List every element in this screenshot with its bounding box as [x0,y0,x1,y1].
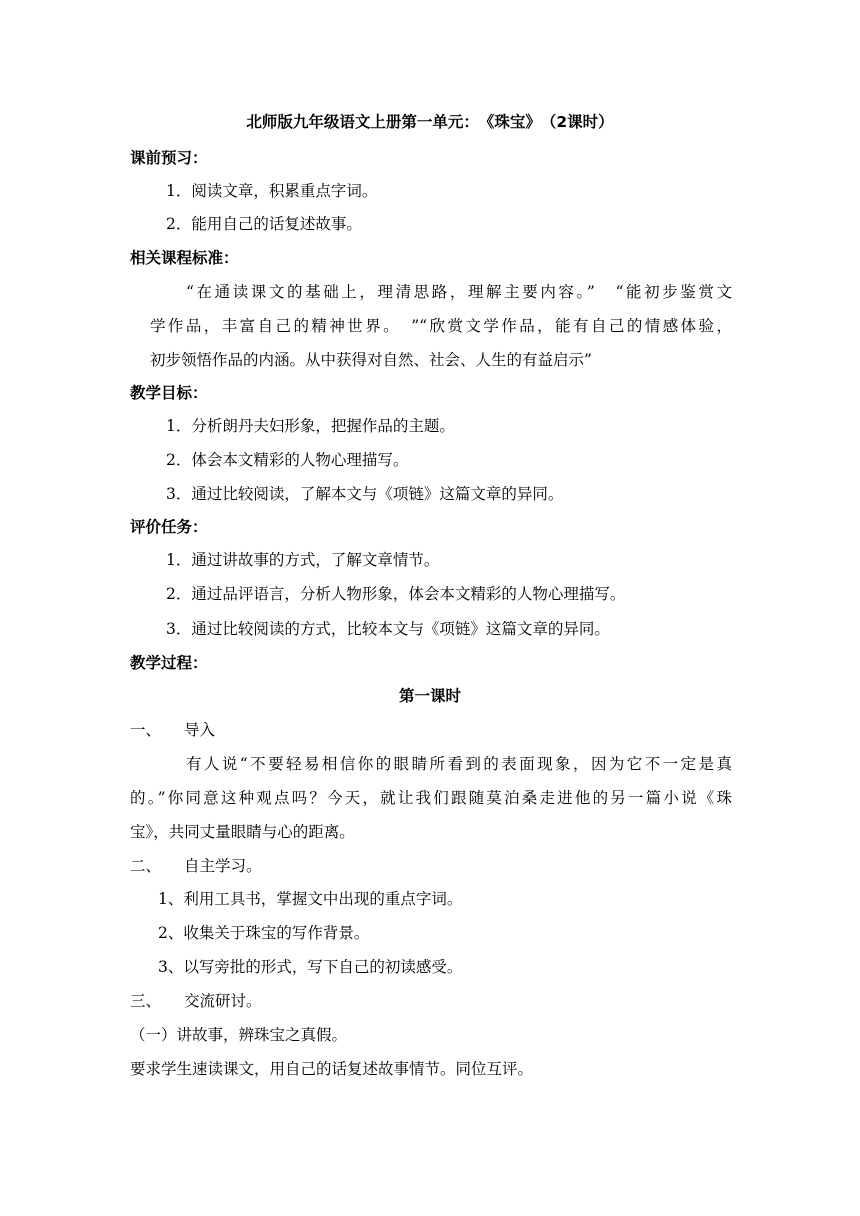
self-study-item: 2、收集关于珠宝的写作背景。 [158,924,370,942]
preview-item: 2．能用自己的话复述故事。 [166,215,362,233]
preview-item: 1．阅读文章，积累重点字词。 [166,182,378,200]
section-heading-standards: 相关课程标准： [130,249,239,267]
standards-paragraph-line: 初步领悟作品的内涵。从中获得对自然、社会、人生的有益启示” [150,351,592,369]
section-heading-process: 教学过程： [130,654,208,672]
section-number: 二、 [130,857,162,875]
lesson-title: 第一课时 [398,687,461,705]
intro-paragraph-line: 有人说“不要轻易相信你的眼睛所看到的表面现象，因为它不一定是真 [186,755,732,773]
intro-paragraph-line: 宝》，共同丈量眼睛与心的距离。 [130,823,355,841]
intro-paragraph-line: 的。”你同意这种观点吗？今天，就让我们跟随莫泊桑走进他的另一篇小说《珠 [130,789,732,807]
discussion-subheading: （一）讲故事，辨珠宝之真假。 [130,1026,348,1044]
section-title-intro: 导入 [184,721,216,739]
goal-item: 2．体会本文精彩的人物心理描写。 [166,451,409,469]
document-title: 北师版九年级语文上册第一单元： 《珠宝》 （2课时） [246,113,614,131]
section-number: 一、 [130,721,162,739]
self-study-item: 1、利用工具书，掌握文中出现的重点字词。 [158,890,463,908]
section-number: 三、 [130,992,162,1010]
standards-paragraph-line: “在通读课文的基础上，理清思路，理解主要内容。” “能初步鉴赏文 [186,283,732,301]
standards-paragraph-line: 学作品，丰富自己的精神世界。 ”“欣赏文学作品，能有自己的情感体验， [150,317,732,335]
goal-item: 1．分析朗丹夫妇形象，把握作品的主题。 [166,417,455,435]
section-heading-goals: 教学目标： [130,384,208,402]
self-study-item: 3、以写旁批的形式，写下自己的初读感受。 [158,958,463,976]
task-item: 2．通过品评语言，分析人物形象，体会本文精彩的人物心理描写。 [166,585,626,603]
section-title-discussion: 交流研讨。 [184,992,262,1010]
task-item: 3．通过比较阅读的方式，比较本文与《项链》这篇文章的异同。 [166,620,610,638]
section-heading-preview: 课前预习： [130,149,208,167]
section-heading-tasks: 评价任务： [130,518,208,536]
section-title-self-study: 自主学习。 [184,857,262,875]
discussion-instruction: 要求学生速读课文，用自己的话复述故事情节。同位互评。 [130,1060,534,1078]
goal-item: 3．通过比较阅读，了解本文与《项链》这篇文章的异同。 [166,485,564,503]
task-item: 1．通过讲故事的方式，了解文章情节。 [166,551,440,569]
